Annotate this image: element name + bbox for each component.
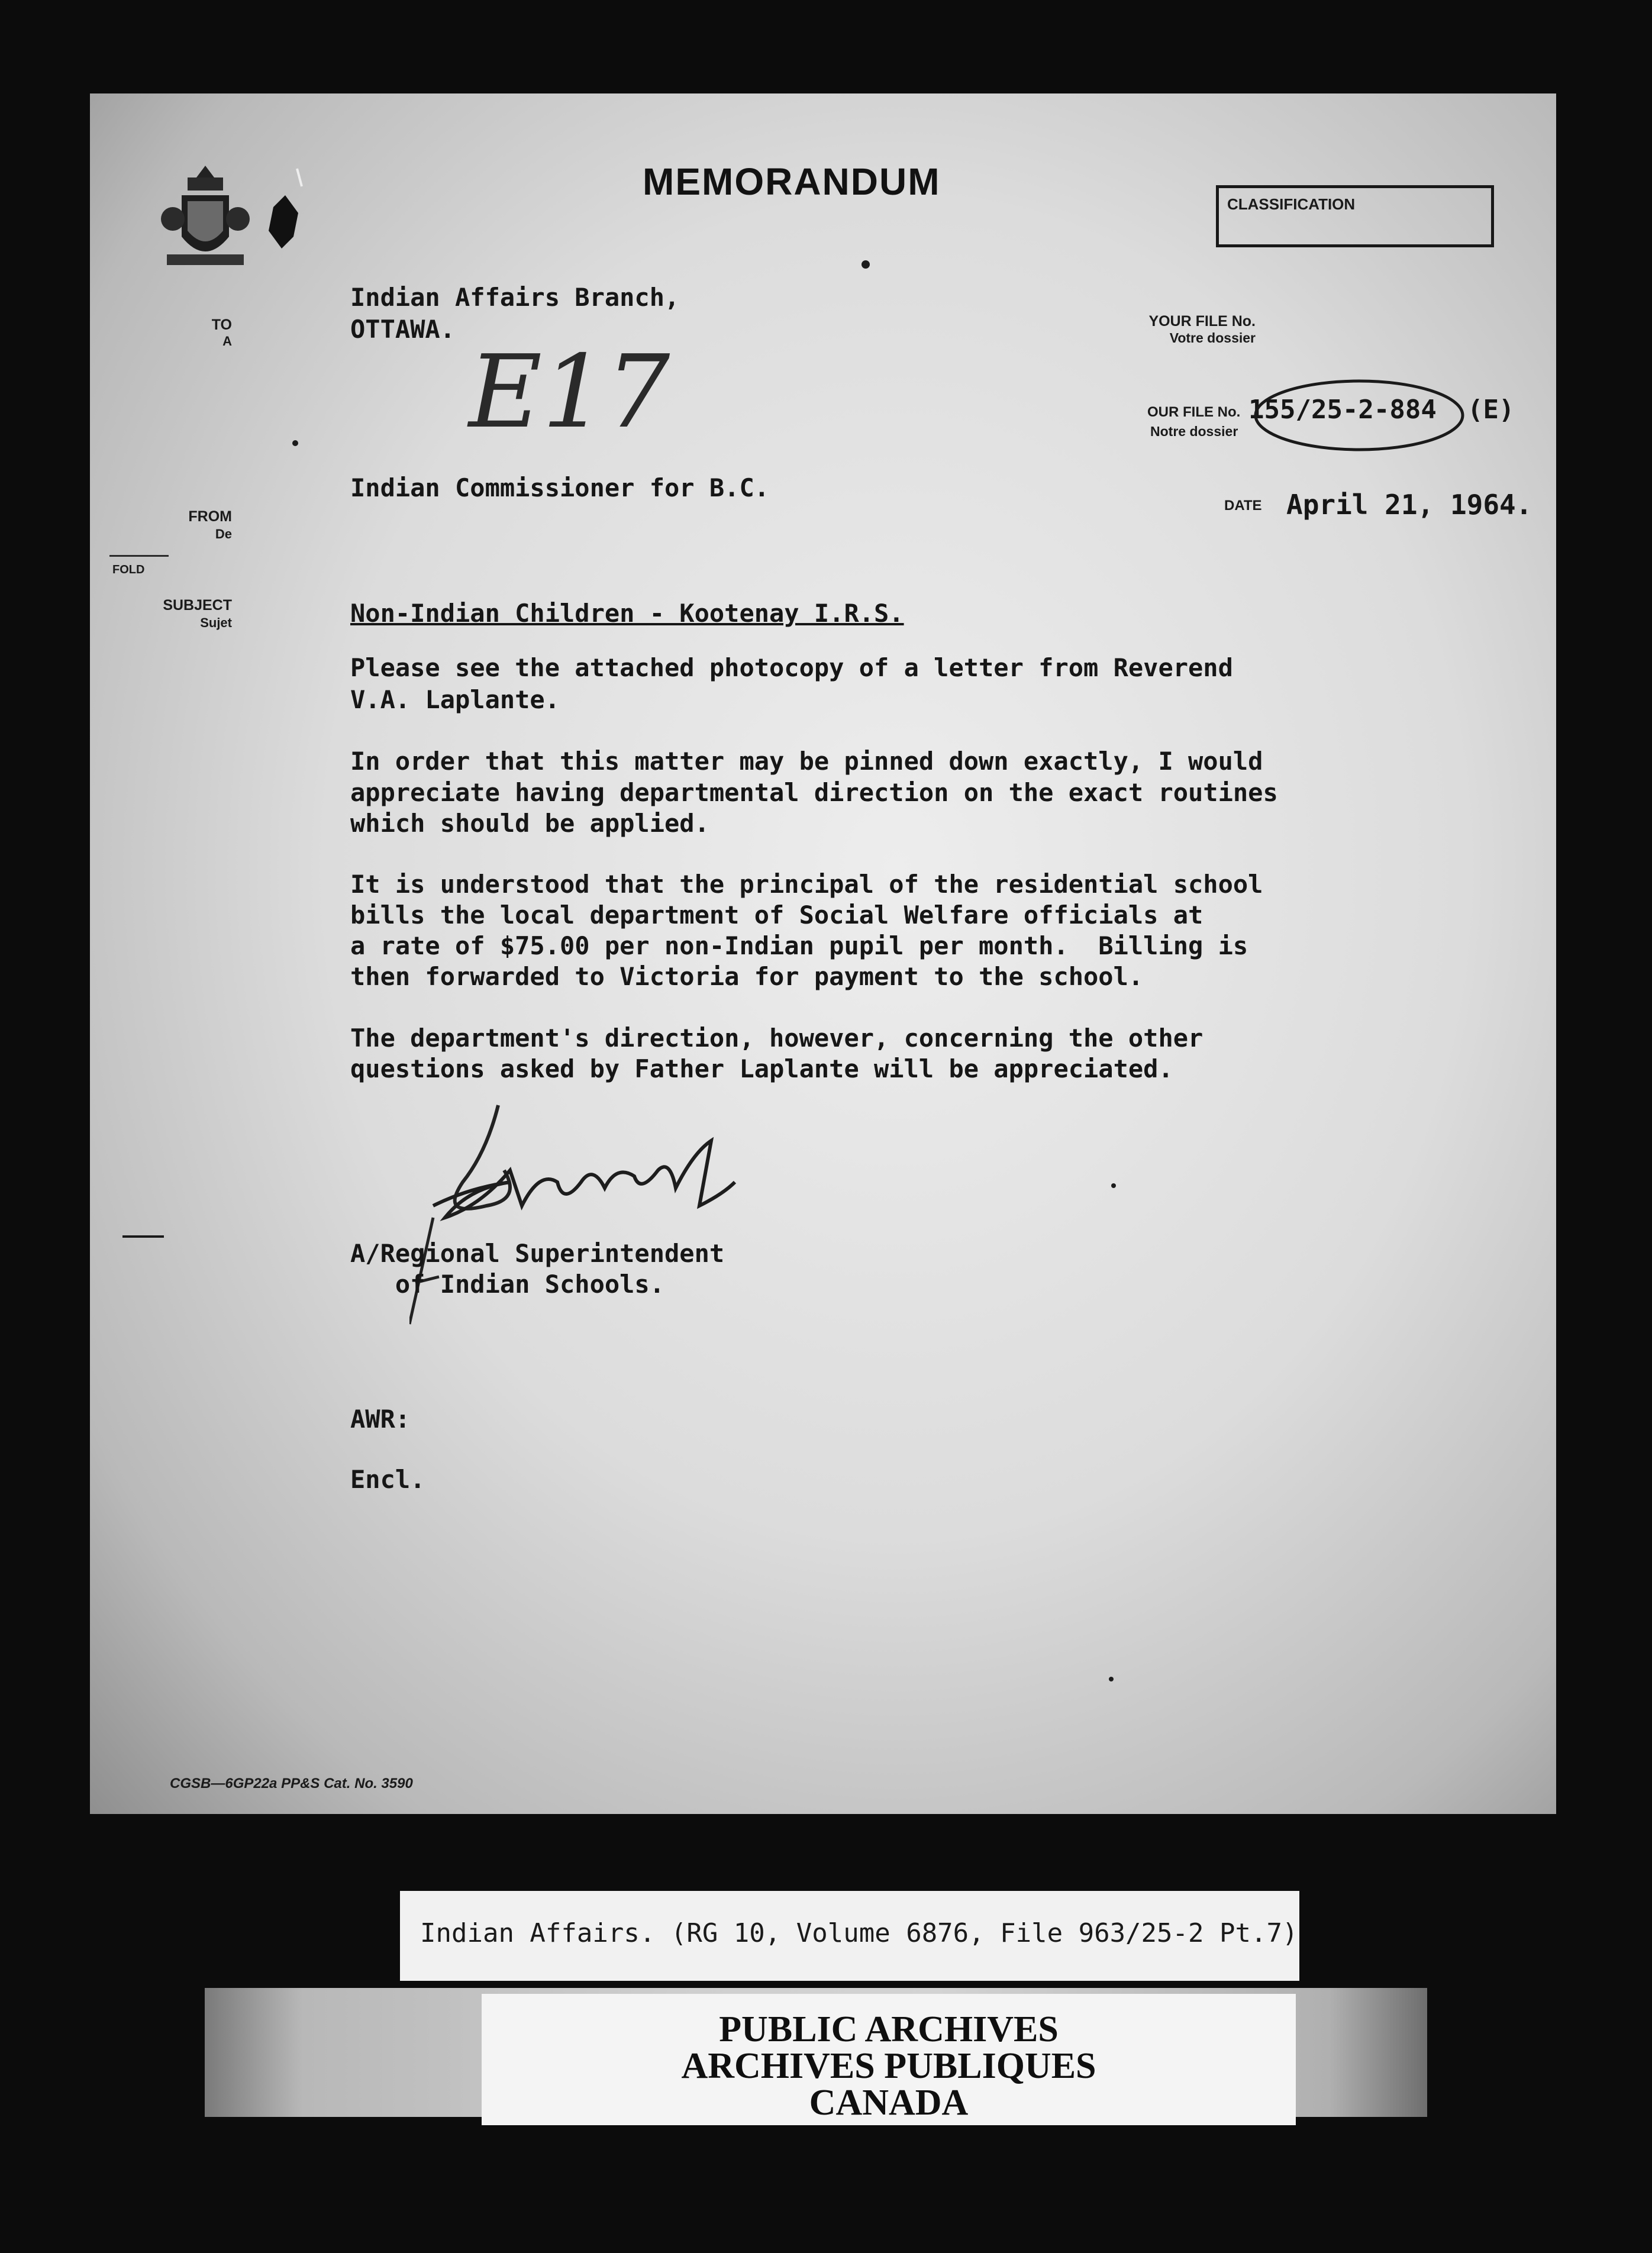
speck — [862, 260, 870, 269]
classification-label: CLASSIFICATION — [1227, 195, 1356, 213]
enclosure-note: Encl. — [350, 1465, 425, 1494]
paragraph-3-line-2: bills the local department of Social Welfare officials at — [350, 900, 1203, 929]
paragraph-3-line-3: a rate of $75.00 per non-Indian pupil per month. Billing is — [350, 931, 1248, 960]
archive-stamp-line-3: CANADA — [809, 2083, 969, 2123]
speck — [1111, 1183, 1116, 1188]
archive-reference-text: Indian Affairs. (RG 10, Volume 6876, File 963/25-2 Pt.7) — [420, 1918, 1298, 1948]
paragraph-2-line-1: In order that this matter may be pinned down exactly, I would — [350, 747, 1263, 776]
from-line: Indian Commissioner for B.C. — [350, 473, 770, 502]
fold-line — [109, 555, 169, 557]
your-file-label-fr: Votre dossier — [1169, 330, 1256, 346]
speck — [1109, 1677, 1114, 1681]
paragraph-2-line-3: which should be applied. — [350, 809, 709, 838]
to-label: TO — [211, 317, 232, 333]
from-label-fr: De — [215, 527, 232, 541]
memo-sheet — [90, 93, 1556, 1814]
memo-title: MEMORANDUM — [643, 160, 941, 203]
to-label-fr: A — [222, 334, 232, 348]
file-number-circle — [1250, 374, 1469, 457]
handwritten-mark: E17 — [469, 334, 670, 451]
from-label: FROM — [188, 508, 232, 525]
signature-title-line-1: A/Regional Superintendent — [350, 1239, 725, 1268]
classification-box — [1216, 185, 1494, 247]
signature-title-line-2: of Indian Schools. — [350, 1270, 665, 1299]
memo-date: April 21, 1964. — [1286, 489, 1532, 521]
paragraph-1-line-1: Please see the attached photocopy of a letter from Reverend — [350, 653, 1233, 682]
archive-stamp-box — [482, 1994, 1296, 2125]
to-line-1: Indian Affairs Branch, — [350, 283, 680, 312]
our-file-label: OUR FILE No. — [1147, 404, 1241, 420]
typist-initials: AWR: — [350, 1405, 411, 1434]
subject-label-fr: Sujet — [200, 615, 232, 630]
paragraph-1-line-2: V.A. Laplante. — [350, 685, 560, 714]
speck — [292, 440, 298, 446]
paragraph-3-line-4: then forwarded to Victoria for payment to the school. — [350, 962, 1144, 991]
form-number: CGSB—6GP22a PP&S Cat. No. 3590 — [170, 1776, 413, 1792]
fold-mark-lower — [122, 1235, 164, 1238]
fold-label: FOLD — [112, 563, 145, 576]
your-file-label: YOUR FILE No. — [1148, 313, 1256, 330]
our-file-suffix: (E) — [1467, 395, 1515, 425]
our-file-number: 155/25-2-884 — [1248, 395, 1437, 425]
archive-reference-label — [400, 1891, 1299, 1981]
date-label: DATE — [1224, 498, 1262, 514]
subject-line: Non-Indian Children - Kootenay I.R.S. — [350, 599, 904, 628]
archive-stamp-line-2: ARCHIVES PUBLIQUES — [681, 2046, 1096, 2086]
coat-of-arms-emblem — [161, 166, 315, 302]
paragraph-3-line-1: It is understood that the principal of the residential school — [350, 870, 1263, 899]
paragraph-2-line-2: appreciate having departmental direction on the exact routines — [350, 778, 1278, 807]
paragraph-4-line-1: The department's direction, however, concerning the other — [350, 1024, 1203, 1053]
archive-stamp-line-1: PUBLIC ARCHIVES — [719, 2009, 1059, 2049]
our-file-label-fr: Notre dossier — [1150, 424, 1238, 439]
signature — [409, 1087, 942, 1360]
subject-label: SUBJECT — [163, 597, 232, 614]
paragraph-4-line-2: questions asked by Father Laplante will be appreciated. — [350, 1054, 1173, 1083]
to-line-2: OTTAWA. — [350, 315, 456, 344]
